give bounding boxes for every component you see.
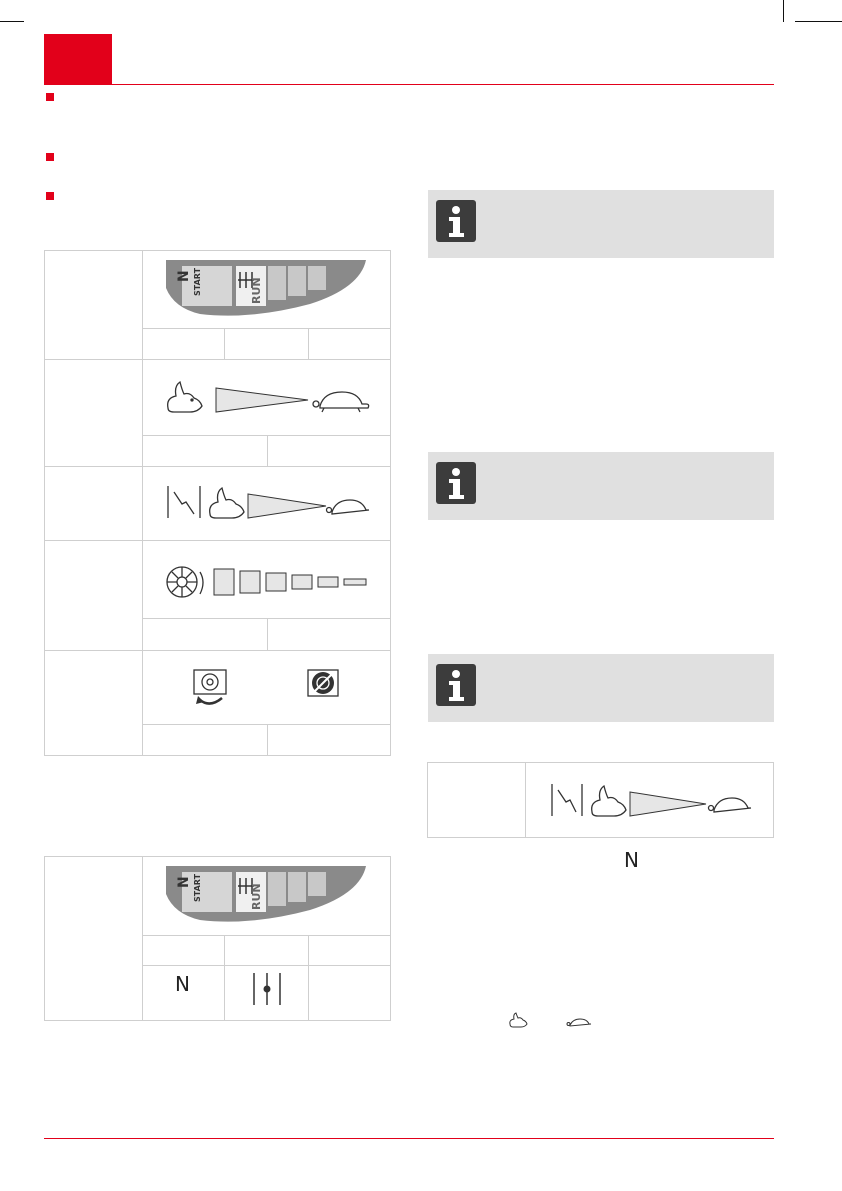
chapter-tab: [44, 34, 112, 84]
turtle-icon: [313, 392, 369, 412]
panel-run-label-2: RUN: [250, 883, 263, 910]
blade-speed-illustration: [164, 562, 370, 602]
panel-start-label: START: [193, 267, 202, 296]
bullet-3: [46, 192, 54, 200]
throttle-speed-illustration: [164, 484, 370, 520]
info-icon: [436, 664, 476, 706]
control-panel-illustration-2: [160, 864, 370, 928]
throttle-speed-illustration-2: [548, 782, 752, 818]
header-rule: [44, 84, 774, 85]
pto-disengaged-icon: [306, 668, 340, 698]
panel-neutral-symbol-2: N: [176, 876, 192, 888]
info-note-1: [428, 190, 774, 258]
rabbit-icon-inline: [508, 1012, 528, 1028]
bullet-1: [46, 93, 54, 101]
info-note-2: [428, 452, 774, 520]
info-icon: [436, 462, 476, 504]
panel-run-label: RUN: [250, 277, 263, 304]
bullet-2: [46, 153, 54, 161]
footer-rule: [44, 1138, 774, 1139]
speed-wedge: [248, 494, 326, 518]
rabbit-icon: [592, 786, 626, 816]
speed-wedge: [216, 388, 308, 412]
control-panel-illustration: [160, 258, 370, 322]
turtle-icon: [327, 500, 370, 514]
info-note-3: [428, 654, 774, 722]
crop-mark-top-right: [783, 0, 784, 22]
turtle-icon-inline: [566, 1016, 592, 1028]
neutral-symbol-inline: N: [624, 848, 639, 872]
throttle-lever-icon: [250, 972, 286, 1006]
pto-engaged-icon: [190, 668, 232, 708]
speed-scale-illustration: [164, 380, 370, 416]
panel-start-label-2: START: [193, 873, 202, 902]
neutral-symbol: N: [175, 972, 190, 996]
panel-neutral-symbol: N: [176, 270, 192, 282]
info-icon: [436, 200, 476, 242]
crop-mark-top-right-h: [795, 21, 842, 22]
rabbit-icon: [168, 382, 202, 412]
throttle-icon: [168, 486, 200, 518]
turtle-icon: [709, 798, 752, 812]
blade-speed-icon: [167, 567, 203, 597]
rabbit-icon: [210, 488, 244, 518]
crop-mark-top-left: [0, 21, 24, 22]
